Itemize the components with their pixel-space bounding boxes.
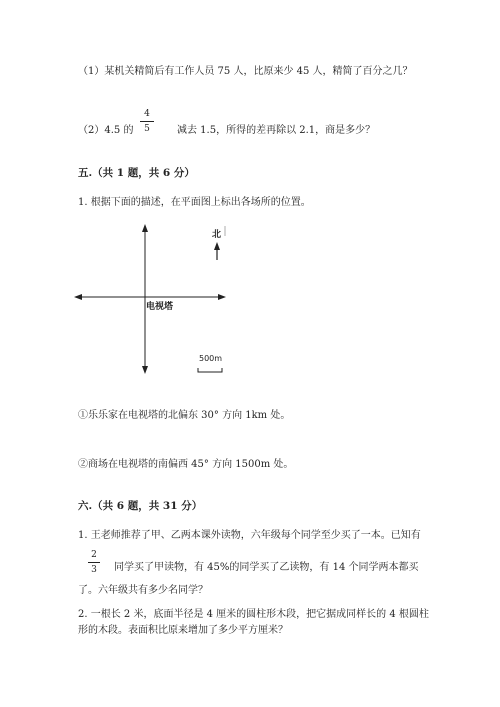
section-5-item-1: ①乐乐家在电视塔的北偏东 30° 方向 1km 处。	[78, 410, 291, 421]
tv-tower-label: 电视塔	[146, 302, 174, 312]
scale-label: 500m	[199, 354, 223, 363]
vertical-axis-bottom-arrow	[142, 366, 148, 374]
north-arrow-icon	[214, 242, 220, 250]
fraction-denominator: 3	[91, 565, 97, 575]
section-5-item-2: ②商场在电视塔的南偏西 45° 方向 1500m 处。	[78, 459, 294, 470]
north-label: 北	[212, 230, 222, 240]
plane-map-diagram	[70, 220, 240, 380]
section-5-question-1: 1. 根据下面的描述，在平面图上标出各场所的位置。	[78, 197, 311, 208]
fraction-numerator: 2	[91, 550, 97, 560]
fraction-numerator: 4	[144, 109, 150, 119]
problem-2-prefix: （2）4.5 的	[78, 125, 134, 136]
section-6-question-1-line-3: 了。六年级共有多少名同学？	[78, 585, 208, 596]
fraction-four-fifths	[140, 108, 154, 135]
problem-2-suffix: 减去 1.5，所得的差再除以 2.1，商是多少？	[177, 125, 376, 136]
section-5-heading: 五.（共 1 题，共 6 分）	[78, 167, 195, 179]
vertical-axis-top-arrow	[142, 224, 148, 232]
fraction-bar	[88, 562, 100, 563]
fraction-denominator: 5	[144, 124, 150, 134]
fraction-two-thirds	[88, 549, 100, 576]
fraction-bar	[140, 121, 154, 122]
horizontal-axis-right-arrow	[218, 294, 226, 300]
horizontal-axis-left-arrow	[74, 294, 82, 300]
section-6-question-2-line-1: 2. 一根长 2 米，底面半径是 4 厘米的圆柱形木段，把它据成同样长的 4 根圆柱	[78, 609, 429, 620]
section-6-heading: 六.（共 6 题，共 31 分）	[78, 500, 203, 512]
section-6-question-2-line-2: 形的木段。表面积比原来增加了多少平方厘米？	[78, 625, 288, 636]
scale-bar	[198, 368, 222, 372]
section-6-question-1-line-1: 1. 王老师推荐了甲、乙两本课外读物，六年级每个同学至少买了一本。已知有	[78, 530, 421, 541]
section-6-question-1-line-2: 同学买了甲读物，有 45%的同学买了乙读物，有 14 个同学两本都买	[114, 562, 419, 573]
problem-1-text: （1）某机关精简后有工作人员 75 人，比原来少 45 人，精简了百分之几？	[78, 66, 413, 77]
